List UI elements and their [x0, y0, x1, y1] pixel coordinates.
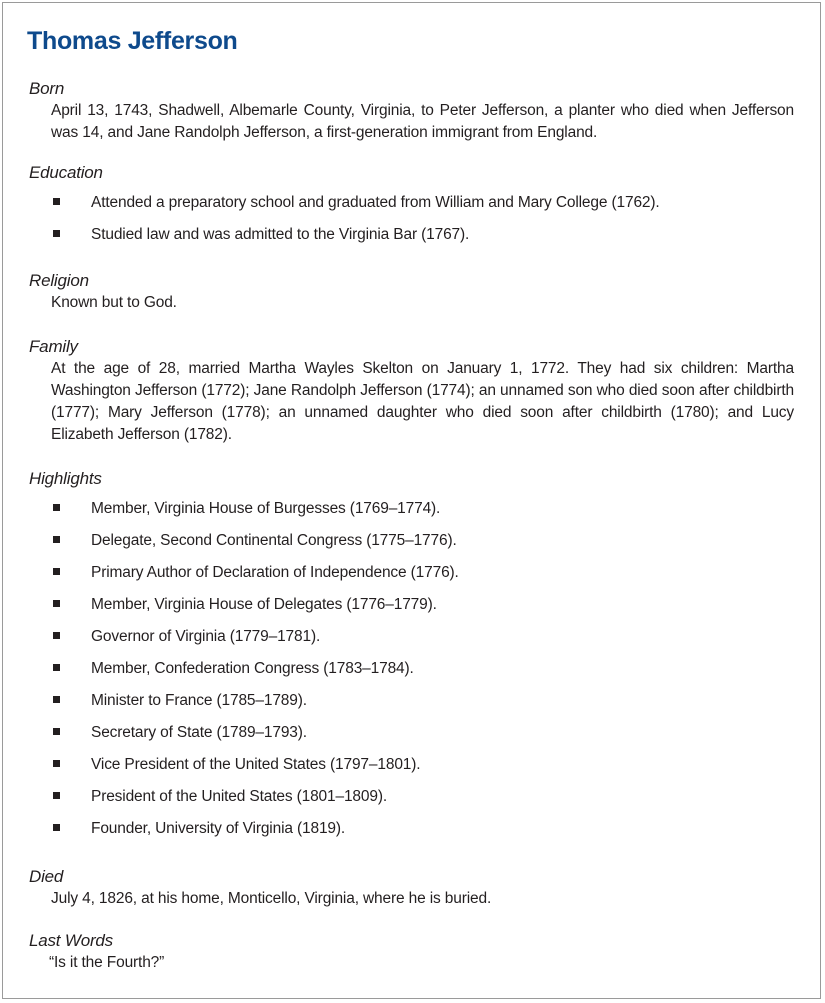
- list-item: [29, 192, 794, 213]
- square-bullet-icon: [53, 824, 60, 831]
- section-heading: Last Words: [29, 931, 113, 950]
- section-highlights: [29, 468, 794, 839]
- section-religion: [29, 270, 794, 314]
- list-item-text: Studied law and was admitted to the Virginia Bar (1767).: [91, 226, 470, 243]
- list-item-text: Governor of Virginia (1779–1781).: [91, 628, 321, 645]
- list-item: [29, 786, 794, 807]
- square-bullet-icon: [53, 504, 60, 511]
- page-title: Thomas Jefferson: [27, 27, 238, 55]
- list-item: [29, 658, 794, 679]
- section-heading: Born: [29, 79, 65, 98]
- list-item-text: Member, Virginia House of Delegates (1776–1779).: [91, 596, 437, 613]
- list-item: [29, 626, 794, 647]
- section-born: [29, 78, 794, 144]
- document-frame: [2, 2, 821, 999]
- list-item-text: Member, Virginia House of Burgesses (1769–1774).: [91, 500, 441, 517]
- list-item: [29, 562, 794, 583]
- list-item: [29, 754, 794, 775]
- square-bullet-icon: [53, 568, 60, 575]
- list-item: [29, 818, 794, 839]
- square-bullet-icon: [53, 230, 60, 237]
- list-item-text: Delegate, Second Continental Congress (1775–1776).: [91, 532, 457, 549]
- education-list: [29, 192, 794, 245]
- list-item: [29, 594, 794, 615]
- list-item-text: Minister to France (1785–1789).: [91, 692, 307, 709]
- section-died: [29, 866, 794, 910]
- square-bullet-icon: [53, 760, 60, 767]
- square-bullet-icon: [53, 632, 60, 639]
- section-last-words: [29, 930, 794, 974]
- section-heading: Family: [29, 337, 78, 356]
- list-item-text: Founder, University of Virginia (1819).: [91, 820, 346, 837]
- section-heading: Died: [29, 867, 64, 886]
- square-bullet-icon: [53, 664, 60, 671]
- section-heading: Education: [29, 163, 103, 182]
- last-words-text: “Is it the Fourth?”: [49, 954, 165, 971]
- family-text: At the age of 28, married Martha Wayles Skelton on January 1, 1772. They had six children: Martha Washington Jefferson (1772); Jane Randolph Jefferson (1774); an unnamed son who died soon after childbirth (1777); Mary Jefferson (1778); an unnamed daughter who died soon after childbirth (1780); and Lucy Elizabeth Jefferson (1782).: [51, 360, 794, 443]
- list-item-text: Member, Confederation Congress (1783–1784).: [91, 660, 414, 677]
- highlights-list: [29, 498, 794, 839]
- religion-text: Known but to God.: [51, 294, 177, 311]
- section-heading: Religion: [29, 271, 89, 290]
- list-item-text: Vice President of the United States (1797–1801).: [91, 756, 421, 773]
- list-item-text: Secretary of State (1789–1793).: [91, 724, 307, 741]
- list-item: [29, 224, 794, 245]
- section-family: [29, 336, 794, 446]
- square-bullet-icon: [53, 728, 60, 735]
- list-item: [29, 722, 794, 743]
- list-item: [29, 690, 794, 711]
- list-item: [29, 498, 794, 519]
- square-bullet-icon: [53, 536, 60, 543]
- section-heading: Highlights: [29, 469, 102, 488]
- square-bullet-icon: [53, 198, 60, 205]
- born-text: April 13, 1743, Shadwell, Albemarle County, Virginia, to Peter Jefferson, a planter who died when Jefferson was 14, and Jane Randolph Jefferson, a first-generation immigrant from England.: [51, 102, 794, 141]
- section-education: [29, 162, 794, 245]
- died-text: July 4, 1826, at his home, Monticello, Virginia, where he is buried.: [51, 890, 492, 907]
- list-item-text: President of the United States (1801–1809).: [91, 788, 387, 805]
- list-item-text: Attended a preparatory school and graduated from William and Mary College (1762).: [91, 194, 660, 211]
- list-item: [29, 530, 794, 551]
- square-bullet-icon: [53, 792, 60, 799]
- square-bullet-icon: [53, 696, 60, 703]
- square-bullet-icon: [53, 600, 60, 607]
- list-item-text: Primary Author of Declaration of Independence (1776).: [91, 564, 459, 581]
